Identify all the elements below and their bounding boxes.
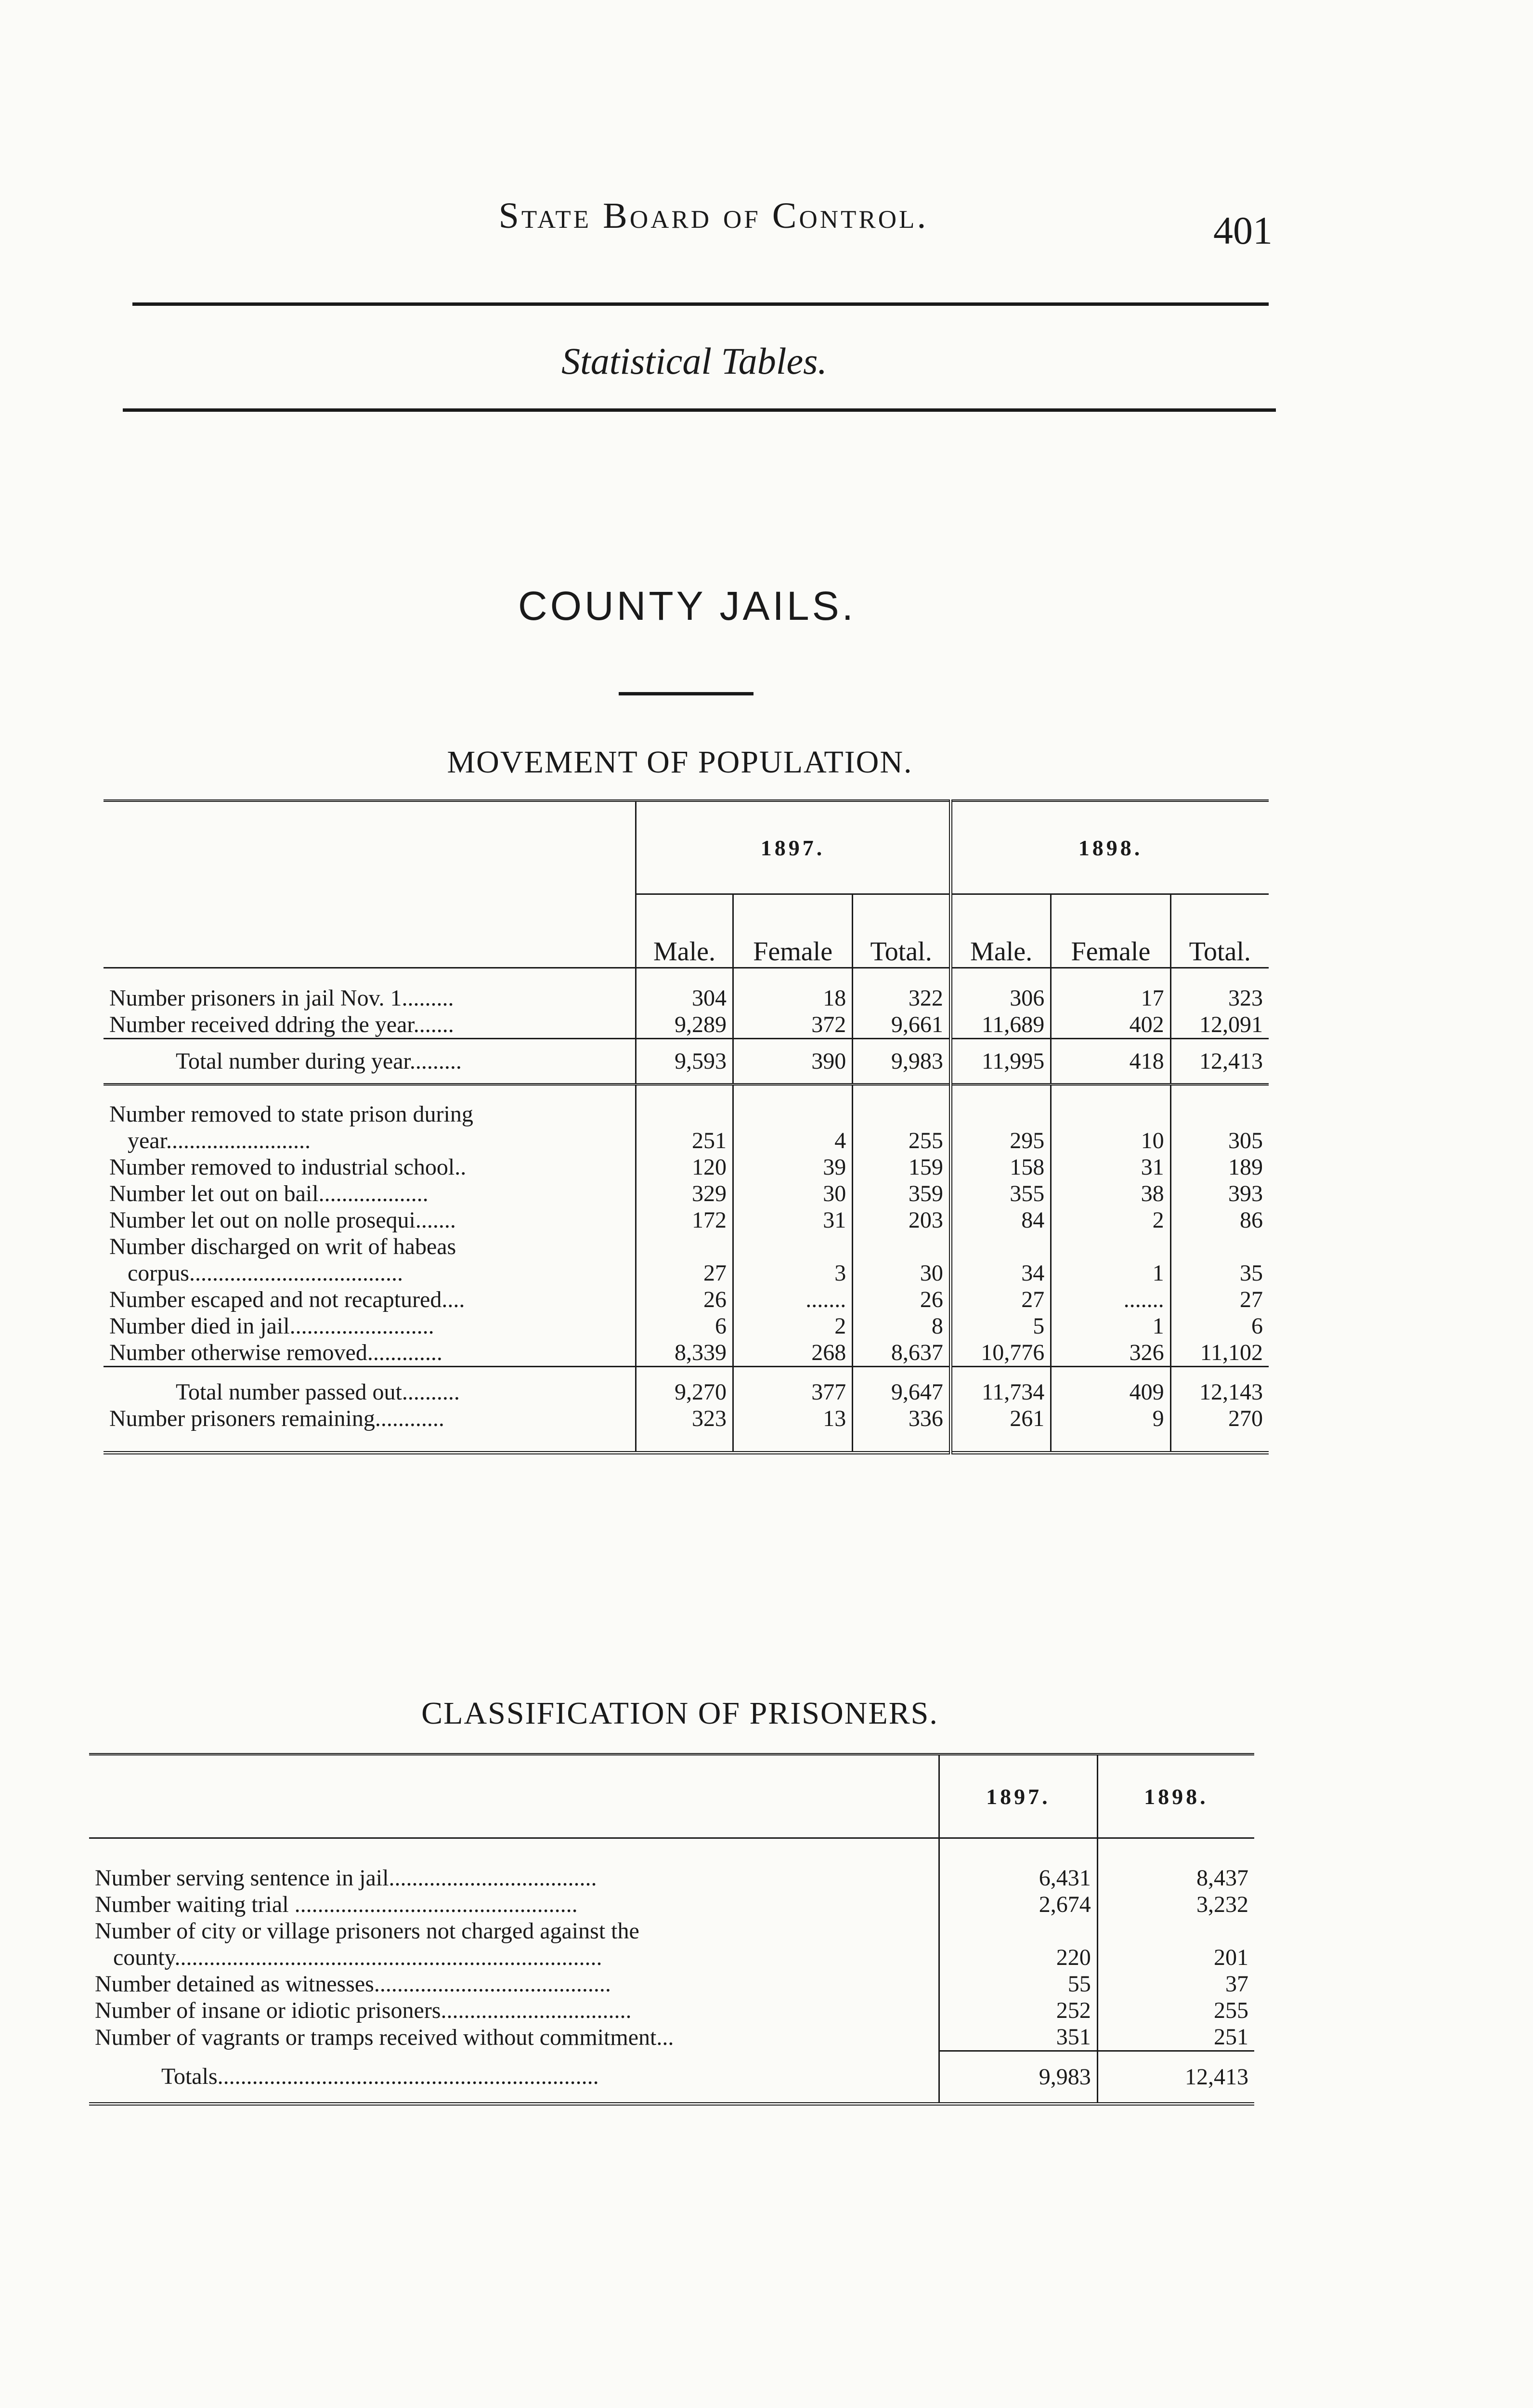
col-female-1898: Female: [1051, 894, 1170, 968]
running-header: State Board of Control.: [498, 196, 929, 236]
table-row: Number of insane or idiotic prisoners................................. 252 255: [89, 1997, 1254, 2024]
table-row: Number died in jail......................... 6 2 8 5 1 6: [104, 1313, 1269, 1339]
table-row: corpus..................................... 27 3 30 34 1 35: [104, 1260, 1269, 1286]
table-row: Number serving sentence in jail.................................... 6,431 8,437: [89, 1838, 1254, 1891]
class-year-1898-header: 1898.: [1097, 1754, 1254, 1838]
title-dash: [619, 692, 754, 695]
col-female-1897: Female: [733, 894, 853, 968]
table-row: Number otherwise removed............. 8,339 268 8,637 10,776 326 11,102: [104, 1339, 1269, 1367]
table-row: county.......................................................................... 220 201: [89, 1944, 1254, 1971]
table-row: Number removed to state prison during: [104, 1084, 1269, 1127]
movement-title: MOVEMENT OF POPULATION.: [447, 745, 913, 780]
subtitle-rule: [123, 408, 1276, 412]
table-row: Totals.................................................................. 9,983 12,413: [89, 2051, 1254, 2104]
table-row: Total number during year......... 9,593 390 9,983 11,995 418 12,413: [104, 1038, 1269, 1084]
section-title: COUNTY JAILS.: [518, 583, 856, 628]
header-rule: [132, 302, 1269, 306]
year-1898-header: 1898.: [950, 801, 1269, 894]
table-row: Number waiting trial ................................................. 2,674 3,232: [89, 1891, 1254, 1918]
table-row: Number prisoners remaining............ 323 13 336 261 9 270: [104, 1405, 1269, 1453]
class-year-1897-header: 1897.: [939, 1754, 1098, 1838]
classification-title: CLASSIFICATION OF PRISONERS.: [421, 1696, 938, 1731]
page-number: 401: [1213, 209, 1273, 252]
table-row: Number received ddring the year....... 9,289 372 9,661 11,689 402 12,091: [104, 1011, 1269, 1039]
col-male-1897: Male.: [636, 894, 733, 968]
col-total-1898: Total.: [1170, 894, 1269, 968]
movement-column-header-row: [104, 894, 1269, 968]
classification-year-row: [89, 1754, 1254, 1838]
table-row: Number escaped and not recaptured.... 26 ....... 26 27 ....... 27: [104, 1286, 1269, 1313]
year-1897-header: 1897.: [636, 801, 951, 894]
table-row: Number prisoners in jail Nov. 1......... 304 18 322 306 17 323: [104, 968, 1269, 1011]
col-total-1897: Total.: [853, 894, 951, 968]
table-row: Total number passed out.......... 9,270 377 9,647 11,734 409 12,143: [104, 1367, 1269, 1405]
table-row: Number removed to industrial school.. 120 39 159 158 31 189: [104, 1154, 1269, 1180]
table-row: Number let out on nolle prosequi....... 172 31 203 84 2 86: [104, 1207, 1269, 1233]
table-row: Number of city or village prisoners not charged against the: [89, 1918, 1254, 1944]
classification-table: [89, 1753, 1254, 2106]
table-row: year......................... 251 4 255 295 10 305: [104, 1127, 1269, 1154]
table-row: Number of vagrants or tramps received without commitment... 351 251: [89, 2024, 1254, 2051]
table-row: Number detained as witnesses......................................... 55 37: [89, 1971, 1254, 1997]
page-subtitle: Statistical Tables.: [561, 340, 827, 382]
col-male-1898: Male.: [950, 894, 1051, 968]
table-row: Number discharged on writ of habeas: [104, 1233, 1269, 1260]
movement-year-row: [104, 801, 1269, 894]
movement-table: [104, 799, 1269, 1454]
table-row: Number let out on bail................... 329 30 359 355 38 393: [104, 1180, 1269, 1207]
